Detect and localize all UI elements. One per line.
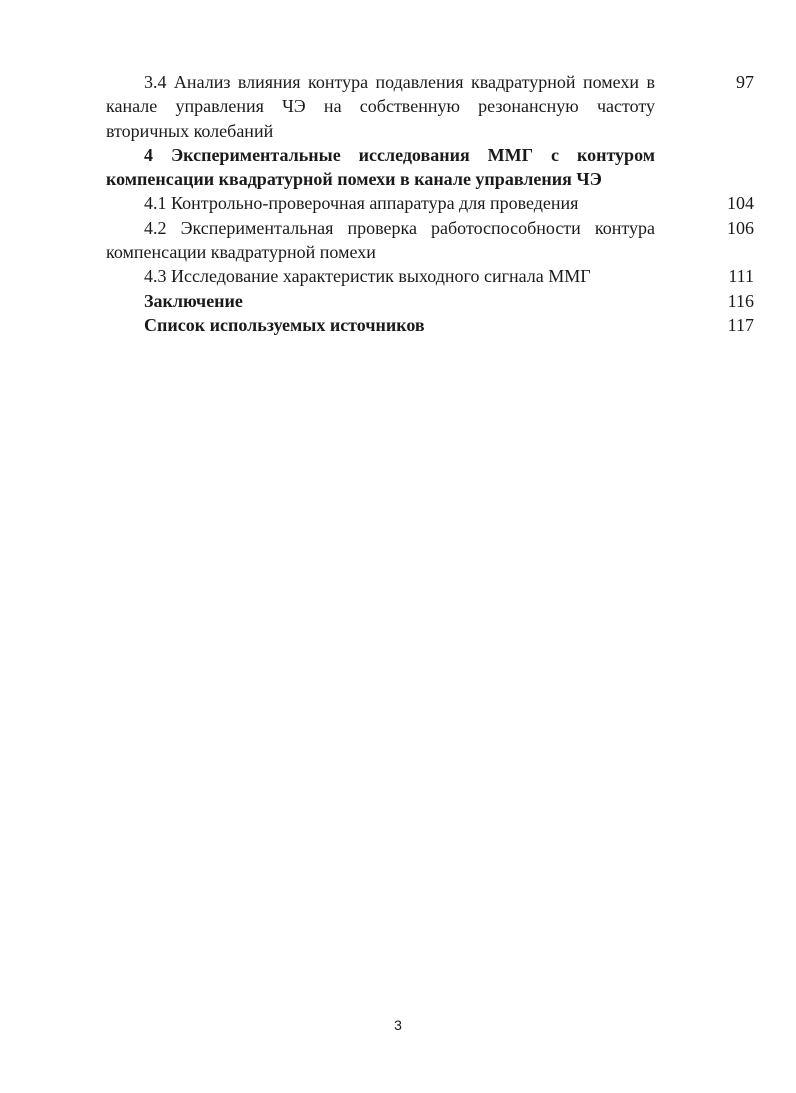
toc-entry-page: 106 — [727, 217, 754, 238]
table-of-contents — [106, 70, 754, 337]
toc-entry-text: Список используемых источников — [144, 314, 425, 335]
toc-entry-4-2 — [106, 216, 754, 265]
toc-entry-4-1 — [106, 191, 754, 215]
toc-entry-page: 104 — [727, 193, 754, 214]
toc-entry-text: Заключение — [144, 290, 243, 311]
toc-entry-text: 3.4 Анализ влияния контура подавления квадратурной помехи в канале управления ЧЭ на собственную резонансную частоту вторичных колебаний — [106, 72, 655, 141]
toc-entry-references — [106, 313, 754, 337]
toc-entry-page: 117 — [727, 314, 754, 335]
toc-entry-page: 111 — [728, 266, 754, 287]
toc-entry-3-4 — [106, 70, 754, 143]
toc-entry-text: 4.2 Экспериментальная проверка работоспособности контура компенсации квадратурной помехи — [106, 217, 655, 263]
toc-entry-text: 4.1 Контрольно-проверочная аппаратура для проведения — [144, 193, 579, 214]
toc-entry-conclusion — [106, 289, 754, 313]
toc-entry-page: 97 — [736, 72, 754, 92]
toc-entry-chapter-4 — [106, 143, 754, 192]
page-number: 3 — [394, 1017, 402, 1033]
toc-entry-4-3 — [106, 264, 754, 288]
toc-entry-text: 4.3 Исследование характеристик выходного сигнала ММГ — [144, 266, 591, 287]
toc-entry-text: 4 Экспериментальные исследования ММГ с контуром компенсации квадратурной помехи в канале управления ЧЭ — [106, 144, 655, 190]
toc-entry-page: 116 — [727, 290, 754, 311]
